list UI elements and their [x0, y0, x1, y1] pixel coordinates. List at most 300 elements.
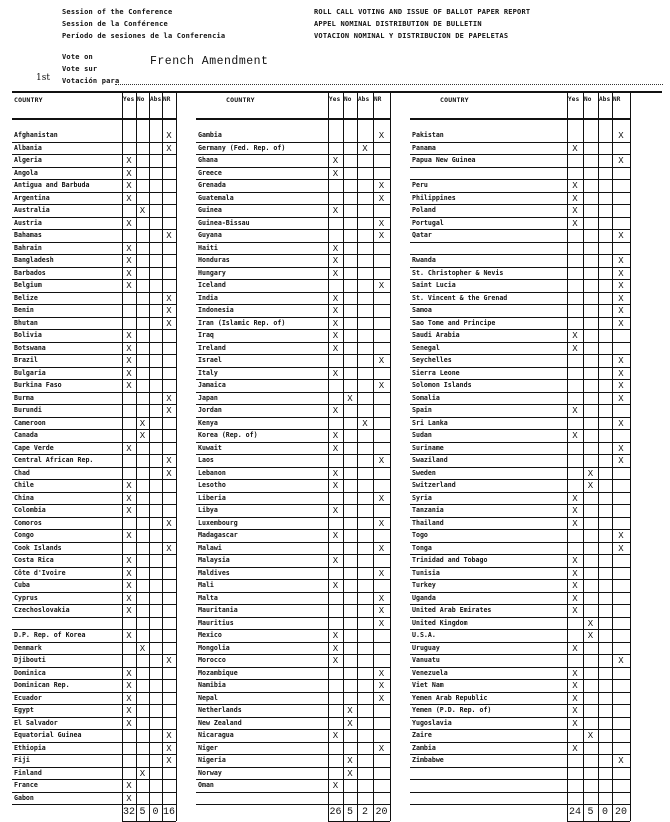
session-label-fr: Session de la Conférence — [62, 20, 168, 28]
vote-mark-nr: X — [618, 418, 624, 429]
vote-mark-yes: X — [332, 781, 339, 791]
total-nr: 16 — [162, 807, 175, 818]
vote-mark-yes: X — [572, 706, 578, 716]
vote-mark-yes: X — [126, 243, 132, 254]
total-nr: 20 — [375, 807, 388, 818]
country-name: Nicaragua — [198, 731, 234, 739]
country-name: Maldives — [198, 568, 230, 577]
country-name: Yemen (P.D. Rep. of) — [412, 706, 492, 714]
vote-mark-no: X — [139, 418, 146, 429]
vote-mark-yes: X — [126, 556, 132, 566]
table-row — [196, 180, 390, 193]
vote-mark-yes: X — [332, 556, 339, 566]
table-row — [196, 530, 390, 543]
vote-mark-nr: X — [618, 656, 624, 666]
table-row — [410, 405, 630, 418]
vote-mark-nr: X — [166, 456, 172, 466]
country-name: Barbados — [14, 268, 46, 277]
table-row — [12, 755, 176, 768]
vote-mark-nr: X — [618, 393, 624, 404]
table-row — [12, 630, 176, 643]
vote-mark-yes: X — [126, 718, 132, 729]
vote-mark-yes: X — [332, 443, 339, 454]
table-row — [410, 143, 630, 156]
country-name: Guinea-Bissau — [198, 218, 250, 227]
total-abs: 0 — [601, 807, 608, 818]
table-row — [410, 718, 630, 731]
vote-mark-yes: X — [332, 343, 339, 354]
table-row — [196, 418, 390, 431]
country-name: Angola — [14, 168, 38, 177]
vote-mark-yes: X — [332, 268, 339, 279]
country-name: Haiti — [198, 243, 218, 252]
country-name: United Kingdom — [412, 618, 468, 627]
column-header-yes: Yes — [568, 96, 580, 103]
table-row — [12, 530, 176, 543]
table-row — [410, 780, 630, 793]
vote-mark-no: X — [347, 768, 353, 779]
table-row — [196, 643, 390, 656]
table-row — [12, 318, 176, 331]
vote-mark-nr: X — [378, 618, 385, 629]
country-name: Israel — [198, 356, 222, 364]
vote-mark-nr: X — [378, 381, 385, 391]
country-name: Guatemala — [198, 193, 234, 202]
table-row — [196, 555, 390, 568]
country-name: India — [198, 293, 218, 302]
country-name: Nepal — [198, 693, 218, 702]
vote-mark-yes: X — [332, 331, 339, 341]
vote-mark-nr: X — [166, 756, 172, 766]
vote-mark-yes: X — [572, 193, 578, 204]
table-row — [196, 630, 390, 643]
vote-mark-nr: X — [618, 256, 624, 266]
table-row — [12, 643, 176, 656]
country-name: Gambia — [198, 131, 222, 139]
country-name: Trinidad and Tobago — [412, 556, 488, 564]
vote-mark-yes: X — [572, 493, 578, 504]
column-header-no: No — [584, 96, 592, 103]
header-rule — [196, 118, 390, 120]
table-row — [12, 155, 176, 168]
vote-mark-yes: X — [126, 506, 132, 516]
table-row — [12, 618, 176, 631]
vote-mark-yes: X — [126, 631, 132, 641]
country-name: Gabon — [14, 793, 34, 802]
vote-mark-yes: X — [572, 431, 578, 441]
country-name: Suriname — [412, 443, 444, 452]
table-row — [196, 543, 390, 556]
vote-mark-yes: X — [332, 506, 339, 516]
table-row — [410, 318, 630, 331]
country-name: Greece — [198, 168, 222, 177]
total-yes: 24 — [568, 807, 581, 818]
country-name: Chad — [14, 468, 30, 477]
table-row — [12, 568, 176, 581]
vote-mark-nr: X — [378, 356, 385, 366]
vote-mark-nr: X — [618, 281, 624, 291]
vote-mark-nr: X — [618, 756, 624, 766]
table-row — [410, 168, 630, 181]
country-name: Portugal — [412, 218, 444, 227]
country-name: Burkina Faso — [14, 381, 62, 389]
column-divider — [357, 92, 358, 821]
country-name: Tonga — [412, 543, 432, 552]
country-name: Viet Nam — [412, 681, 444, 689]
vote-mark-no: X — [587, 631, 594, 641]
table-row — [196, 655, 390, 668]
vote-mark-nr: X — [378, 518, 385, 529]
table-row — [410, 643, 630, 656]
country-name: Austria — [14, 218, 42, 227]
table-row — [410, 468, 630, 481]
table-row — [196, 768, 390, 781]
country-name: Sri Lanka — [412, 418, 448, 427]
table-row — [12, 343, 176, 356]
vote-mark-yes: X — [572, 406, 578, 416]
vote-mark-nr: X — [378, 606, 385, 616]
country-name: Senegal — [412, 343, 440, 352]
dotted-fill-line — [115, 76, 663, 85]
table-row — [196, 355, 390, 368]
vote-mark-yes: X — [332, 581, 339, 591]
country-name: Equatorial Guinea — [14, 731, 82, 739]
table-row — [410, 530, 630, 543]
country-name: Netherlands — [198, 706, 242, 714]
country-name: Solomon Islands — [412, 381, 472, 389]
country-name: Djibouti — [14, 656, 46, 664]
table-row — [196, 430, 390, 443]
country-name: Guyana — [198, 231, 222, 239]
country-name: Bangladesh — [14, 256, 54, 264]
vote-mark-yes: X — [332, 256, 339, 266]
vote-mark-yes: X — [572, 743, 578, 754]
country-name: Burma — [14, 393, 34, 402]
vote-mark-no: X — [347, 718, 353, 729]
country-name: Bolivia — [14, 331, 42, 339]
vote-mark-nr: X — [166, 393, 172, 404]
country-name: Thailand — [412, 518, 444, 527]
vote-mark-yes: X — [572, 343, 578, 354]
table-row — [410, 393, 630, 406]
vote-mark-yes: X — [332, 631, 339, 641]
table-row — [196, 343, 390, 356]
report-title-fr: APPEL NOMINAL DISTRIBUTION DE BULLETIN — [314, 20, 482, 28]
table-row — [410, 730, 630, 743]
total-yes: 26 — [329, 807, 342, 818]
table-row — [410, 418, 630, 431]
vote-mark-nr: X — [618, 156, 624, 166]
vote-on-label: Vote on — [62, 53, 93, 61]
table-row — [196, 368, 390, 381]
vote-mark-nr: X — [618, 543, 624, 554]
column-header-yes: Yes — [123, 96, 135, 103]
table-row — [196, 405, 390, 418]
country-name: Norway — [198, 768, 222, 777]
vote-mark-yes: X — [126, 181, 132, 191]
vote-mark-yes: X — [332, 468, 339, 479]
country-name: Switzerland — [412, 481, 456, 489]
table-row — [12, 543, 176, 556]
table-row — [410, 443, 630, 456]
country-name: Chile — [14, 481, 34, 489]
total-yes: 32 — [122, 807, 135, 818]
vote-mark-nr: X — [378, 131, 385, 141]
column-divider — [583, 92, 584, 821]
country-name: New Zealand — [198, 718, 242, 727]
vote-mark-no: X — [587, 468, 594, 479]
table-row — [12, 368, 176, 381]
country-name: Costa Rica — [14, 556, 54, 564]
country-name: Poland — [412, 206, 436, 214]
vote-mark-nr: X — [618, 268, 624, 279]
country-name: Fiji — [14, 756, 30, 764]
country-name: Albania — [14, 143, 42, 152]
vote-mark-yes: X — [126, 443, 132, 454]
vote-mark-nr: X — [166, 406, 172, 416]
country-name: Spain — [412, 406, 432, 414]
table-row — [410, 668, 630, 681]
vote-mark-yes: X — [126, 156, 132, 166]
country-name: Dominica — [14, 668, 46, 677]
table-row — [12, 605, 176, 618]
table-row — [196, 493, 390, 506]
column-divider — [328, 92, 329, 821]
table-row — [410, 630, 630, 643]
vote-mark-nr: X — [378, 743, 385, 754]
country-name: Vanuatu — [412, 656, 440, 664]
country-name: Antigua and Barbuda — [14, 181, 90, 189]
column-header-country: COUNTRY — [14, 96, 43, 104]
vote-mark-yes: X — [126, 218, 132, 229]
country-name: Malawi — [198, 543, 222, 552]
table-row — [12, 330, 176, 343]
vote-mark-yes: X — [332, 293, 339, 304]
table-row — [410, 255, 630, 268]
vote-mark-nr: X — [378, 193, 385, 204]
vote-mark-yes: X — [126, 356, 132, 366]
table-row — [410, 743, 630, 756]
country-name: Burundi — [14, 406, 42, 414]
table-row — [410, 243, 630, 256]
vote-mark-nr: X — [166, 131, 172, 141]
column-header-nr: NR — [613, 96, 621, 103]
table-row — [12, 780, 176, 793]
country-name: Seychelles — [412, 356, 452, 364]
table-row — [410, 618, 630, 631]
vote-mark-nr: X — [618, 356, 624, 366]
vote-mark-yes: X — [332, 243, 339, 254]
vote-mark-nr: X — [166, 318, 172, 329]
table-row — [12, 130, 176, 143]
table-row — [196, 380, 390, 393]
table-row — [196, 193, 390, 206]
table-row — [12, 455, 176, 468]
vote-mark-abs: X — [362, 143, 368, 154]
country-name: Niger — [198, 743, 218, 752]
vote-mark-nr: X — [166, 143, 172, 154]
vote-mark-nr: X — [618, 443, 624, 454]
vote-mark-no: X — [587, 731, 594, 741]
vote-mark-yes: X — [126, 581, 132, 591]
country-name: Italy — [198, 368, 218, 377]
vote-mark-yes: X — [572, 218, 578, 229]
vote-mark-nr: X — [378, 568, 385, 579]
table-row — [196, 605, 390, 618]
column-header-nr: NR — [374, 96, 382, 103]
country-name: Australia — [14, 206, 50, 214]
vote-mark-yes: X — [332, 656, 339, 666]
table-row — [196, 268, 390, 281]
table-row — [410, 593, 630, 606]
header-rule — [410, 118, 630, 120]
table-row — [196, 393, 390, 406]
country-name: Belize — [14, 293, 38, 302]
country-name: Iceland — [198, 281, 226, 289]
table-row — [410, 330, 630, 343]
vote-mark-nr: X — [166, 231, 172, 241]
vote-mark-yes: X — [126, 568, 132, 579]
vote-mark-yes: X — [332, 318, 339, 329]
vote-mark-yes: X — [332, 306, 339, 316]
table-row — [12, 480, 176, 493]
column-header-yes: Yes — [329, 96, 341, 103]
table-row — [12, 380, 176, 393]
column-divider — [136, 92, 137, 821]
country-name: Togo — [412, 531, 428, 539]
country-name: Argentina — [14, 193, 50, 202]
country-name: Papua New Guinea — [412, 156, 476, 164]
vote-mark-nr: X — [166, 468, 172, 479]
table-row — [410, 455, 630, 468]
country-name: Canada — [14, 431, 38, 439]
column-header-country: COUNTRY — [440, 96, 469, 104]
table-row — [196, 593, 390, 606]
country-name: Cyprus — [14, 593, 38, 602]
table-row — [12, 293, 176, 306]
vote-mark-yes: X — [572, 593, 578, 604]
vote-mark-yes: X — [126, 481, 132, 491]
table-row — [410, 205, 630, 218]
country-name: Finland — [14, 768, 42, 777]
country-name: Mauritania — [198, 606, 238, 614]
vote-mark-nr: X — [166, 293, 172, 304]
session-label-en: Session of the Conference — [62, 8, 173, 16]
country-name: Rwanda — [412, 256, 436, 264]
vote-mark-no: X — [139, 768, 146, 779]
vote-mark-nr: X — [618, 293, 624, 304]
country-name: Bhutan — [14, 318, 38, 327]
table-row — [12, 355, 176, 368]
country-name: Korea (Rep. of) — [198, 431, 258, 439]
table-row — [196, 280, 390, 293]
table-row — [12, 205, 176, 218]
table-row — [12, 405, 176, 418]
table-row — [196, 505, 390, 518]
vote-mark-nr: X — [378, 231, 385, 241]
vote-mark-yes: X — [126, 681, 132, 691]
column-divider — [122, 92, 123, 821]
vote-mark-yes: X — [572, 506, 578, 516]
vote-mark-nr: X — [378, 493, 385, 504]
vote-mark-nr: X — [378, 218, 385, 229]
country-name: Honduras — [198, 256, 230, 264]
table-row — [410, 293, 630, 306]
table-row — [410, 218, 630, 231]
table-row — [12, 505, 176, 518]
vote-mark-yes: X — [572, 668, 578, 679]
table-row — [12, 580, 176, 593]
table-row — [12, 593, 176, 606]
country-name: Yemen Arab Republic — [412, 693, 488, 702]
vote-mark-nr: X — [618, 131, 624, 141]
vote-mark-nr: X — [618, 456, 624, 466]
country-name: Lebanon — [198, 468, 226, 477]
column-divider — [373, 92, 374, 821]
vote-mark-nr: X — [618, 231, 624, 241]
vote-mark-nr: X — [166, 731, 172, 741]
vote-mark-yes: X — [126, 793, 132, 804]
vote-mark-no: X — [347, 706, 353, 716]
country-name: Kenya — [198, 418, 218, 427]
country-name: Somalia — [412, 393, 440, 402]
table-row — [12, 468, 176, 481]
table-row — [196, 693, 390, 706]
country-name: Qatar — [412, 231, 432, 239]
table-row — [12, 418, 176, 431]
total-nr: 20 — [614, 807, 627, 818]
vote-mark-yes: X — [572, 681, 578, 691]
table-row — [410, 568, 630, 581]
country-name: Ghana — [198, 156, 218, 164]
table-row — [410, 755, 630, 768]
table-row — [12, 730, 176, 743]
vote-mark-no: X — [139, 431, 146, 441]
country-name: Mexico — [198, 631, 222, 639]
table-row — [196, 668, 390, 681]
column-divider — [176, 92, 177, 821]
country-name: Liberia — [198, 493, 226, 502]
country-name: Cuba — [14, 581, 30, 589]
table-row — [12, 443, 176, 456]
country-name: Bahrain — [14, 243, 42, 252]
session-label-es: Período de sesiones de la Conferencia — [62, 32, 226, 40]
country-name: Mozambique — [198, 668, 238, 677]
table-row — [12, 430, 176, 443]
country-name: Zambia — [412, 743, 436, 752]
vote-mark-no: X — [139, 206, 146, 216]
table-row — [196, 480, 390, 493]
country-name: Denmark — [14, 643, 42, 652]
column-divider — [162, 92, 163, 821]
vote-mark-yes: X — [126, 281, 132, 291]
country-name: Sierra Leone — [412, 368, 460, 377]
country-name: Cape Verde — [14, 443, 54, 452]
column-header-nr: NR — [163, 96, 171, 103]
vote-mark-yes: X — [572, 181, 578, 191]
vote-mark-yes: X — [572, 718, 578, 729]
table-row — [410, 180, 630, 193]
table-row — [12, 655, 176, 668]
votacion-para-label: Votación para — [62, 77, 120, 85]
column-divider — [149, 92, 150, 821]
table-row — [410, 130, 630, 143]
table-row — [196, 155, 390, 168]
country-name: Comoros — [14, 518, 42, 527]
vote-mark-nr: X — [378, 681, 385, 691]
column-divider — [390, 92, 391, 821]
vote-mark-yes: X — [126, 606, 132, 616]
